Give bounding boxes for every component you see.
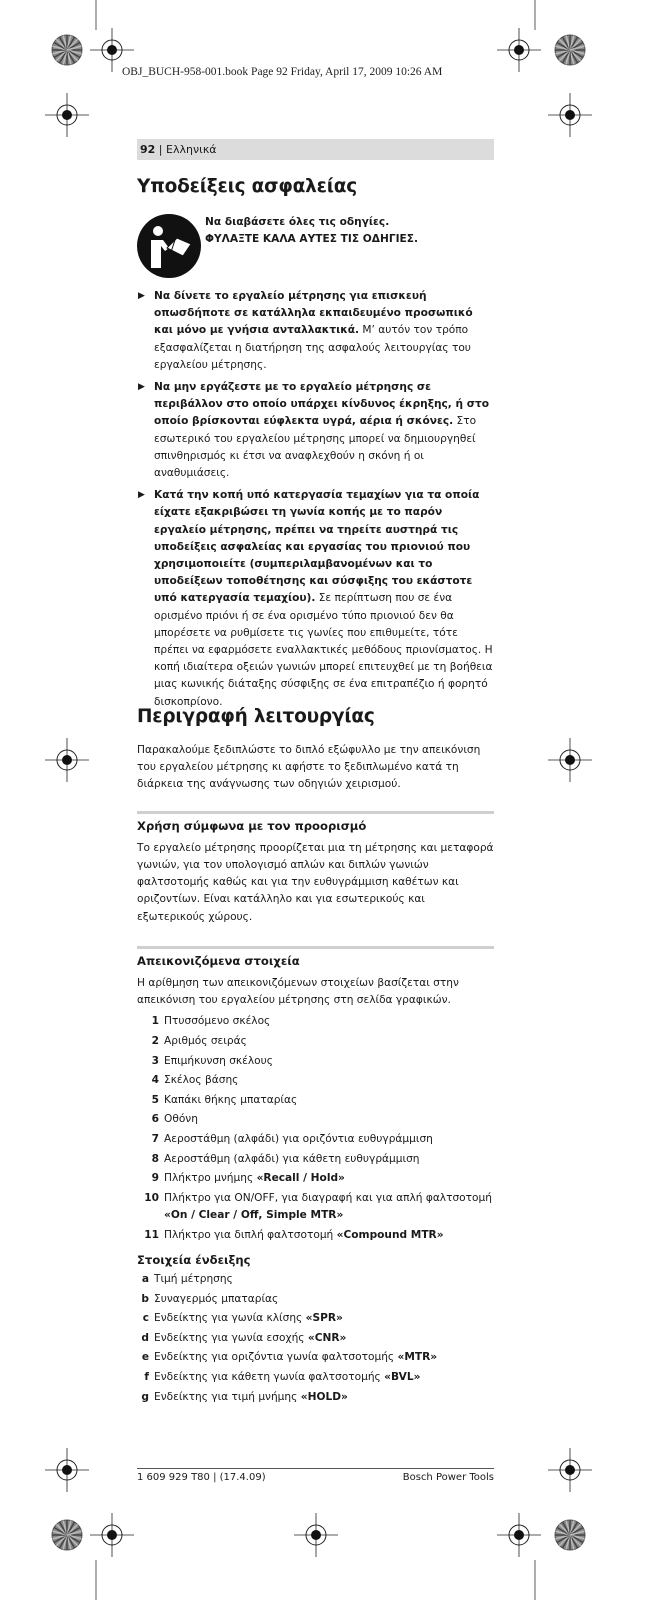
safety-bullet: ▶ Να δίνετε το εργαλείο μέτρησης για επισκευή οπωσδήποτε σε κατάλληλα εκπαιδευμένο προσωπικό και μόνο με γνήσια ανταλλακτικά. Μ’ αυτόν τον τρόπο εξασφαλίζεται η διατήρηση της ασφαλούς λειτουργίας του εργαλείου μέτρησης. <box>138 290 473 371</box>
component-item: 8 Αεροστάθμη (αλφάδι) για κάθετη ευθυγράμμιση <box>151 1152 420 1165</box>
page-number: 92 <box>140 143 156 156</box>
component-item: 10 Πλήκτρο για ON/OFF, για διαγραφή και για απλή φαλτσοτομή «On / Clear / Off, Simple MTR» <box>144 1191 492 1221</box>
display-element-item: c Ενδείκτης για γωνία κλίσης «SPR» <box>142 1312 343 1325</box>
component-item: 6 Οθόνη <box>151 1113 198 1126</box>
crosshair-target-icon <box>294 1513 338 1557</box>
safety-bullets <box>137 288 494 716</box>
print-header: OBJ_BUCH-958-001.book Page 92 Friday, April 17, 2009 10:26 AM <box>122 66 443 78</box>
display-element-item: d Ενδείκτης για γωνία εσοχής «CNR» <box>141 1331 347 1344</box>
component-item: 2 Αριθμός σειράς <box>151 1035 247 1048</box>
footer-doc-number: 1 609 929 T80 | (17.4.09) <box>137 1472 266 1483</box>
crosshair-target-icon <box>497 28 541 72</box>
page-header: 92 | Ελληνικά <box>137 139 494 160</box>
starburst-mark-icon <box>52 35 82 65</box>
display-element-item: a Τιμή μέτρησης <box>141 1272 233 1285</box>
crosshair-target-icon <box>548 93 592 137</box>
display-element-item: e Ενδείκτης για οριζόντια γωνία φαλτσοτομής «MTR» <box>141 1351 438 1364</box>
intended-use-title: Χρήση σύμφωνα με τον προορισμό <box>137 818 367 833</box>
page-footer <box>137 1468 494 1483</box>
footer-brand: Bosch Power Tools <box>402 1472 494 1483</box>
component-item: 7 Αεροστάθμη (αλφάδι) για οριζόντια ευθυγράμμιση <box>151 1133 433 1145</box>
section-divider <box>137 811 494 814</box>
read-manual-icon <box>137 214 201 278</box>
components-list <box>137 1013 494 1243</box>
intended-use-paragraph: Το εργαλείο μέτρησης προορίζεται μια τη μέτρησης και μεταφορά γωνιών, για τον υπολογισμό απλών και διπλών γωνιών φαλτσοτομής καθώς και για την ευθυγράμμιση καθέτων και οριζοντίων. Είναι κατάλληλο και για εσωτερικούς και εξωτερικούς χώρους. <box>137 841 494 923</box>
section-divider <box>137 946 494 949</box>
crosshair-target-icon <box>497 1513 541 1557</box>
bullet-arrow-icon: ▶ <box>138 291 145 301</box>
safety-bullet: ▶ Κατά την κοπή υπό κατεργασία τεμαχίων για τα οποία είχατε εξακριβώσει τη γωνία κοπής με το παρόν εργαλείο μέτρησης, πρέπει να τηρείτε αυστηρά τις υποδείξεις ασφαλείας και εργασίας του πριονιού που χρησιμοποιείτε (συμπεριλαμβανομένων και το υποδείξεων τοποθέτησης και σύσφιξης του εκάστοτε υπό κατεργασία τεμαχίου). Σε περίπτωση που σε ένα ορισμένο πριόνι ή σε ένα ορισμένο τύπο πριονιού δεν θα μπορέσετε να ρυθμίσετε τις γωνίες που επιθυμείτε, τότε πρέπει να εφαρμόσετε εναλλακτικές μεθόδους πριονίσματος. Η κοπή ιδιαίτερα οξειών γωνιών μπορεί επιτευχθεί με τη βοήθεια μιας κωνικής διάταξης σύσφιξης σε ένα επιτραπέζιο ή φορητό δισκοπρίονο. <box>138 489 493 708</box>
starburst-mark-icon <box>555 35 585 65</box>
crosshair-target-icon <box>548 1448 592 1492</box>
starburst-mark-icon <box>52 1520 82 1550</box>
crosshair-target-icon <box>548 738 592 782</box>
components-title: Απεικονιζόμενα στοιχεία <box>137 953 300 968</box>
display-element-item: b Συναγερμός μπαταρίας <box>141 1292 279 1305</box>
description-title: Περιγραφή λειτουργίας <box>137 706 375 727</box>
display-elements-list <box>137 1271 494 1406</box>
component-item: 11 Πλήκτρο για διπλή φαλτσοτομή «Compound MTR» <box>144 1228 444 1241</box>
safety-title: Υποδείξεις ασφαλείας <box>137 176 357 197</box>
components-intro: Η αρίθμηση των απεικονιζόμενων στοιχείων βασίζεται στην απεικόνιση του εργαλείου μέτρησης στη σελίδα γραφικών. <box>137 977 459 1007</box>
intro-paragraph: Παρακαλούμε ξεδιπλώστε το διπλό εξώφυλλο με την απεικόνιση του εργαλείου μέτρησης κι αφήστε το ξεδιπλωμένο κατά τη διάρκεια της ανάγνωσης των οδηγιών χειρισμού. <box>137 744 481 791</box>
display-element-item: f Ενδείκτης για κάθετη γωνία φαλτσοτομής «BVL» <box>144 1370 421 1383</box>
component-item: 1 Πτυσσόμενο σκέλος <box>151 1015 271 1028</box>
component-item: 3 Επιμήκυνση σκέλους <box>151 1054 273 1067</box>
read-instructions-notice: Να διαβάσετε όλες τις οδηγίες. ΦΥΛΑΞΤΕ ΚΑΛΑ ΑΥΤΕΣ ΤΙΣ ΟΔΗΓΙΕΣ. <box>205 216 419 245</box>
starburst-mark-icon <box>555 1520 585 1550</box>
crosshair-target-icon <box>45 1448 89 1492</box>
crosshair-target-icon <box>45 738 89 782</box>
safety-bullet: ▶ Να μην εργάζεστε με το εργαλείο μέτρησης σε περιβάλλον στο οποίο υπάρχει κίνδυνος έκρηξης, ή στο οποίο βρίσκονται εύφλεκτα υγρά, αέρια ή σκόνες. Στο εσωτερικό του εργαλείου μέτρησης μπορεί να δημιουργηθεί σπινθηρισμός κι έτσι να αναφλεχθούν η σκόνη ή οι αναθυμιάσεις. <box>138 381 490 480</box>
crosshair-target-icon <box>90 1513 134 1557</box>
component-item: 5 Καπάκι θήκης μπαταρίας <box>151 1093 298 1106</box>
component-item: 9 Πλήκτρο μνήμης «Recall / Hold» <box>151 1172 345 1185</box>
display-elements-title: Στοιχεία ένδειξης <box>137 1252 251 1267</box>
bullet-arrow-icon: ▶ <box>138 490 145 501</box>
crosshair-target-icon <box>45 93 89 137</box>
description-body <box>137 742 494 1408</box>
component-item: 4 Σκέλος βάσης <box>151 1074 239 1087</box>
bullet-arrow-icon: ▶ <box>138 382 145 393</box>
language-label: Ελληνικά <box>166 143 217 156</box>
display-element-item: g Ενδείκτης για τιμή μνήμης «HOLD» <box>141 1390 348 1403</box>
